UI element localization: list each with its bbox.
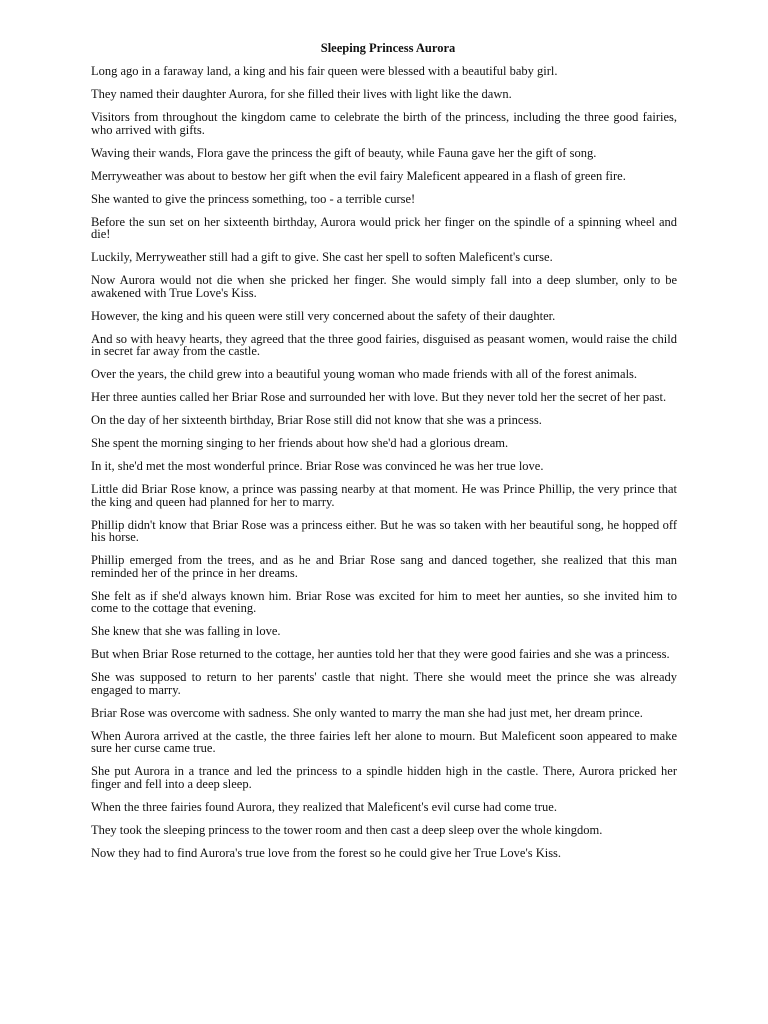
paragraph: Phillip didn't know that Briar Rose was a princess either. But he was so taken with her beautiful song, he hopped off his horse.	[91, 517, 677, 544]
paragraph: In it, she'd met the most wonderful prince. Briar Rose was convinced he was her true love.	[91, 459, 544, 473]
paragraph: She was supposed to return to her parents' castle that night. There she would meet the prince she was already engaged to marry.	[91, 670, 677, 697]
document-body	[91, 65, 677, 859]
paragraph: Luckily, Merryweather still had a gift to give. She cast her spell to soften Maleficent's curse.	[91, 250, 553, 264]
paragraph: Phillip emerged from the trees, and as he and Briar Rose sang and danced together, she realized that this man reminded her of the prince in her dreams.	[91, 553, 677, 580]
paragraph: However, the king and his queen were still very concerned about the safety of their daughter.	[91, 308, 556, 323]
paragraph: Merryweather was about to bestow her gift when the evil fairy Maleficent appeared in a flash of green fire.	[91, 168, 626, 183]
paragraph: Over the years, the child grew into a beautiful young woman who made friends with all of the forest animals.	[91, 367, 638, 381]
paragraph: She felt as if she'd always known him. Briar Rose was excited for him to meet her aunties, so she invited him to come to the cottage that evening.	[91, 588, 677, 615]
paragraph: Little did Briar Rose know, a prince was passing nearby at that moment. He was Prince Phillip, the very prince that the king and queen had planned for her to marry.	[91, 482, 677, 509]
paragraph: And so with heavy hearts, they agreed that the three good fairies, disguised as peasant women, would raise the child in secret far away from the castle.	[91, 331, 677, 358]
paragraph: They took the sleeping princess to the tower room and then cast a deep sleep over the whole kingdom.	[91, 822, 603, 837]
paragraph: But when Briar Rose returned to the cottage, her aunties told her that they were good fairies and she was a princess.	[91, 647, 670, 661]
paragraph: Before the sun set on her sixteenth birthday, Aurora would prick her finger on the spindle of a spinning wheel and die!	[91, 214, 677, 241]
paragraph: Her three aunties called her Briar Rose and surrounded her with love. But they never told her the secret of her past.	[91, 390, 667, 404]
paragraph: Briar Rose was overcome with sadness. She only wanted to marry the man she had just met, her dream prince.	[91, 705, 643, 720]
paragraph: She wanted to give the princess something, too - a terrible curse!	[91, 191, 416, 206]
paragraph: She knew that she was falling in love.	[91, 624, 281, 638]
paragraph: She spent the morning singing to her friends about how she'd had a glorious dream.	[91, 436, 509, 450]
document-page	[91, 40, 677, 870]
paragraph: Visitors from throughout the kingdom came to celebrate the birth of the princess, including the three good fairies, who arrived with gifts.	[91, 110, 677, 137]
paragraph: Waving their wands, Flora gave the princess the gift of beauty, while Fauna gave her the gift of song.	[91, 145, 597, 160]
paragraph: When the three fairies found Aurora, they realized that Maleficent's evil curse had come true.	[91, 799, 557, 814]
document-title: Sleeping Princess Aurora	[320, 41, 456, 55]
paragraph: Long ago in a faraway land, a king and his fair queen were blessed with a beautiful baby girl.	[91, 64, 558, 78]
paragraph: On the day of her sixteenth birthday, Briar Rose still did not know that she was a princess.	[91, 413, 542, 427]
paragraph: Now they had to find Aurora's true love from the forest so he could give her True Love's Kiss.	[91, 845, 562, 860]
paragraph: They named their daughter Aurora, for she filled their lives with light like the dawn.	[91, 87, 512, 101]
paragraph: Now Aurora would not die when she pricked her finger. She would simply fall into a deep slumber, only to be awakened with True Love's Kiss.	[91, 273, 677, 300]
paragraph: She put Aurora in a trance and led the princess to a spindle hidden high in the castle. There, Aurora pricked her finger and fell into a deep sleep.	[91, 764, 677, 791]
paragraph: When Aurora arrived at the castle, the three fairies left her alone to mourn. But Maleficent soon appeared to make sure her curse came true.	[91, 728, 677, 755]
